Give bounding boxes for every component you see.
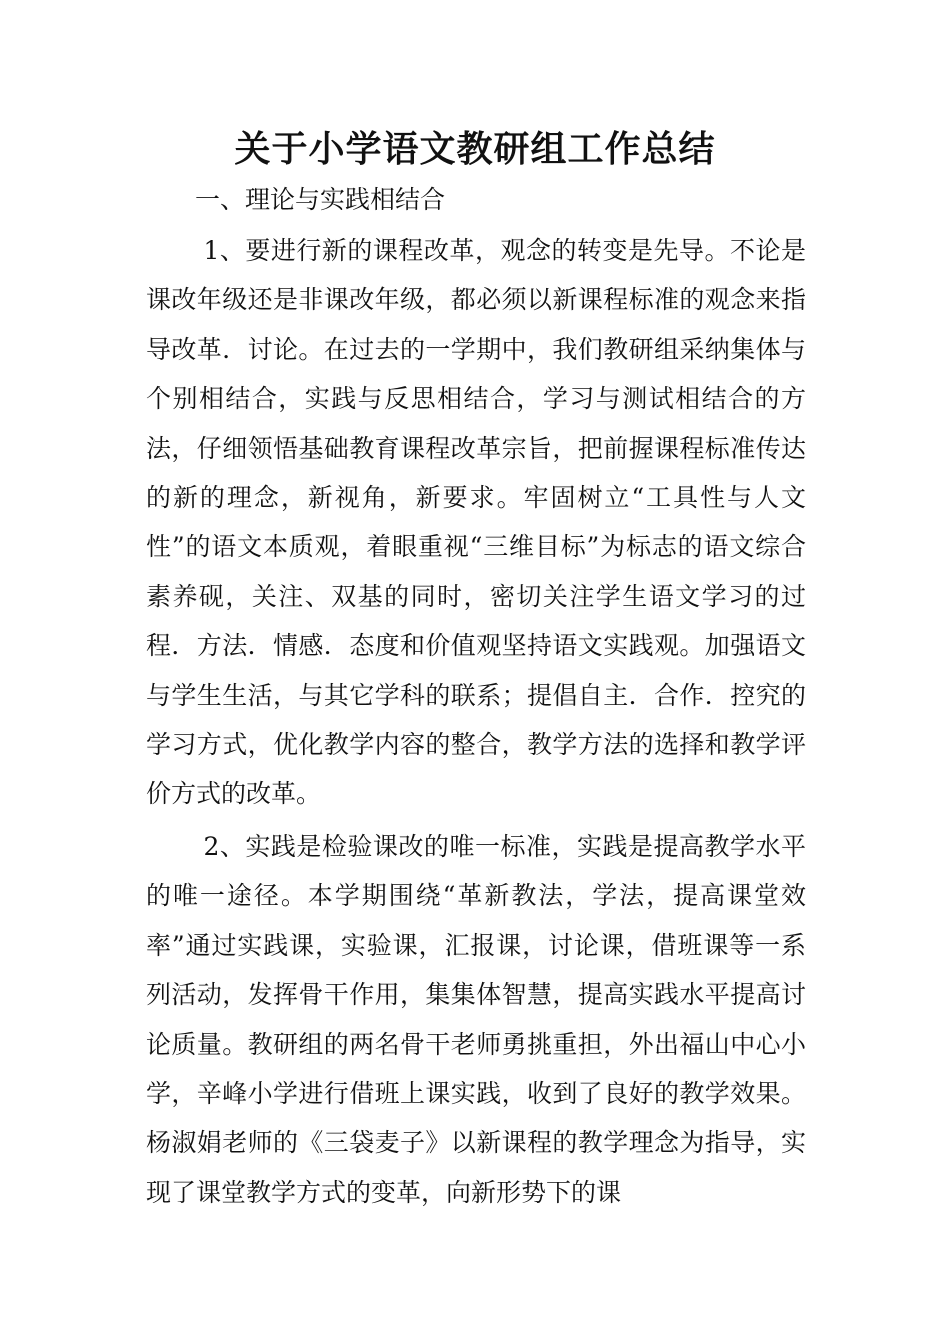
section-heading: 一、理论与实践相结合 (195, 185, 446, 214)
document-title: 关于小学语文教研组工作总结 (234, 129, 716, 170)
paragraph-2: 2、实践是检验课改的唯一标准，实践是提高教学水平的唯一途径。本学期围绕“革新教法，学法，提高课堂效率”通过实践课，实验课，汇报课，讨论课，借班课等一系列活动，发挥骨干作用，集集体智慧，提高实践水平提高讨论质量。教研组的两名骨干老师勇挑重担，外出福山中心小学，辛峰小学进行借班上课实践，收到了良好的教学效果。杨淑娟老师的《三袋麦子》以新课程的教学理念为指导，实现了课堂教学方式的变革，向新形势下的课 (146, 832, 806, 1207)
paragraph-1: 1、要进行新的课程改革，观念的转变是先导。不论是课改年级还是非课改年级，都必须以新课程标准的观念来指导改革．讨论。在过去的一学期中，我们教研组采纳集体与个别相结合，实践与反思相结合，学习与测试相结合的方法，仔细领悟基础教育课程改革宗旨，把前握课程标准传达的新的理念，新视角，新要求。牢固树立“工具性与人文性”的语文本质观，着眼重视“三维目标”为标志的语文综合素养砚，关注、双基的同时，密切关注学生语文学习的过程．方法．情感．态度和价值观坚持语文实践观。加强语文与学生生活，与其它学科的联系；提倡自主．合作．控究的学习方式，优化教学内容的整合，教学方法的选择和教学评价方式的改革。 (146, 236, 806, 809)
